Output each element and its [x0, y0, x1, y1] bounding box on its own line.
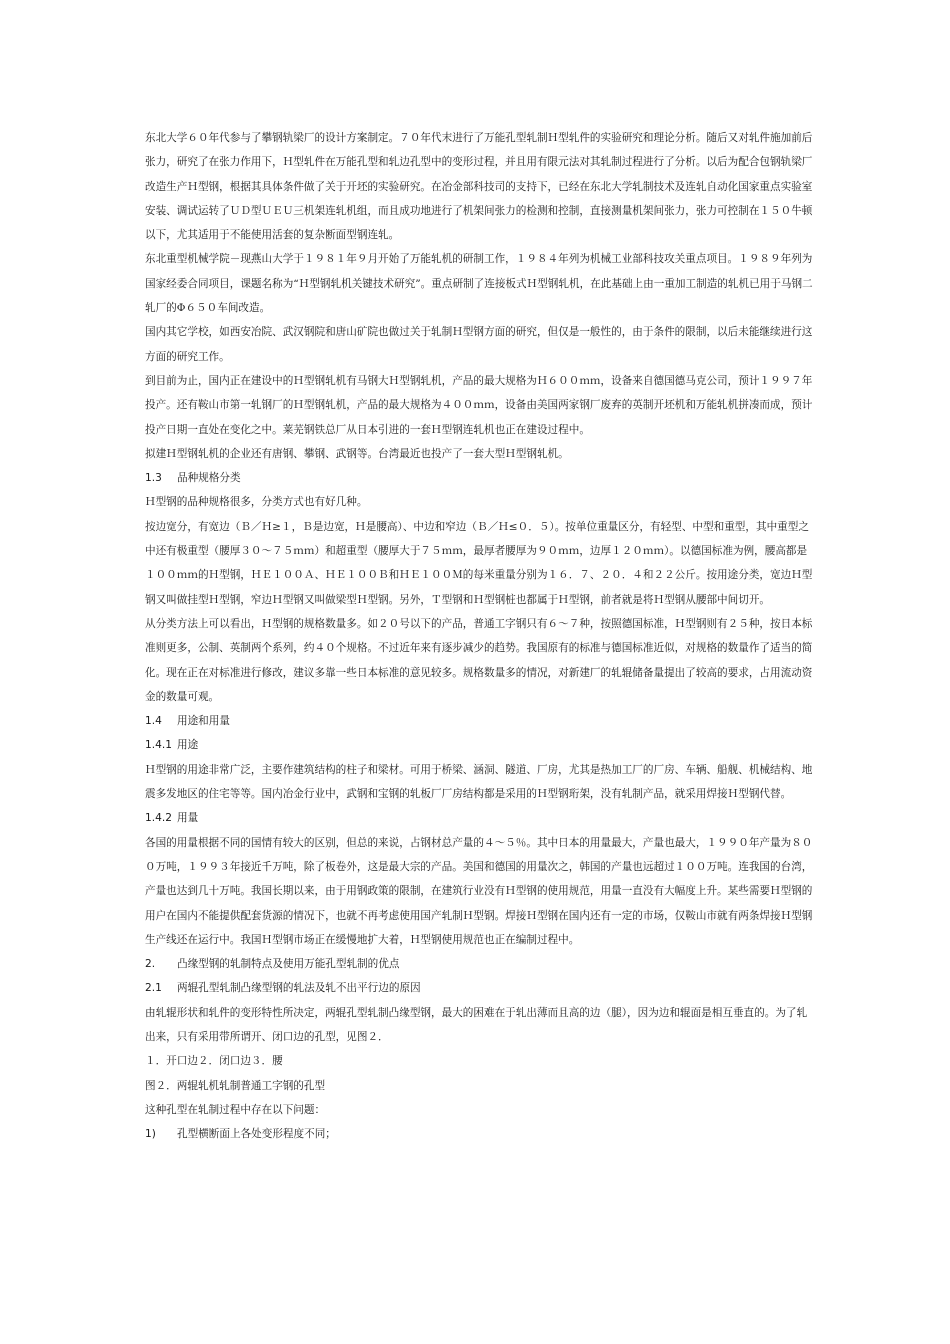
paragraph: Ｈ型钢的用途非常广泛，主要作建筑结构的柱子和梁材。可用于桥梁、涵洞、隧道、厂房，尤其是热加工厂的厂房、车辆、船舰、机械结构、地震多发地区的住宅等等。国内冶金行业中，武钢和宝钢的轧板厂厂房结构都是采用的Ｈ型钢珩架，没有轧制产品，就采用焊接Ｈ型钢代替。 [145, 763, 813, 801]
paragraph: 拟建Ｈ型钢轧机的企业还有唐钢、攀钢、武钢等。台湾最近也投产了一套大型Ｈ型钢轧机。 [145, 447, 569, 460]
section-title: 用途和用量 [177, 715, 230, 728]
section-title: 孔型横断面上各处变形程度不同； [177, 1128, 336, 1141]
document-body [145, 126, 813, 1146]
paragraph: 到目前为止，国内正在建设中的Ｈ型钢轧机有马钢大Ｈ型钢轧机，产品的最大规格为Ｈ６００ｍｍ，设备来自德国德马克公司，预计１９９７年投产。还有鞍山市第一轧钢厂的Ｈ型钢轧机，产品的最大规格为４００ｍｍ，设备由美国两家钢厂废弃的英制开坯机和万能轧机拼凑而成，预计投产日期一直处在变化之中。莱芜钢铁总厂从日本引进的一套Ｈ型钢连轧机也正在建设过程中。 [145, 374, 813, 436]
section-title: 用量 [177, 812, 199, 825]
section-number: 1.3 [145, 472, 162, 485]
section-number: 2. [145, 958, 156, 971]
paragraph: 东北大学６０年代参与了攀钢轨梁厂的设计方案制定。７０年代末进行了万能孔型轧制Ｈ型轧件的实验研究和理论分析。随后又对轧件施加前后张力，研究了在张力作用下，Ｈ型轧件在万能孔型和轧边孔型中的变形过程，并且用有限元法对其轧制过程进行了分析。以后为配合包钢轨梁厂改造生产Ｈ型钢，根据其具体条件做了关于开坯的实验研究。在冶金部科技司的支持下，已经在东北大学轧制技术及连轧自动化国家重点实验室安装、调试运转了ＵＤ型ＵＥＵ三机架连轧机组，而且成功地进行了机架间张力的检测和控制，直接测量机架间张力，张力可控制在１５０牛顿以下，尤其适用于不能使用活套的复杂断面型钢连轧。 [145, 132, 813, 242]
section-heading [145, 1122, 813, 1146]
section-heading [145, 466, 813, 490]
paragraph: 按边宽分，有宽边（Ｂ／Ｈ≥１，Ｂ是边宽，Ｈ是腰高）、中边和窄边（Ｂ／Ｈ≤０．５）。按单位重量区分，有轻型、中型和重型，其中重型之中还有极重型（腰厚３０～７５ｍｍ）和超重型（腰厚大于７５ｍｍ，最厚者腰厚为９０ｍｍ，边厚１２０ｍｍ）。以德国标准为例，腰高都是１００ｍｍ的Ｈ型钢，ＨＥ１００Ａ、ＨＥ１００Ｂ和ＨＥ１００Ｍ的每米重量分别为１６．７、２０．４和２２公斤。按用途分类，宽边Ｈ型钢又叫做挂型Ｈ型钢，窄边Ｈ型钢又叫做梁型Ｈ型钢。另外，Ｔ型钢和Ｈ型钢桩也都属于Ｈ型钢，前者就是将Ｈ型钢从腰部中间切开。 [145, 520, 813, 606]
section-number: 1.4.2 [145, 812, 172, 825]
section-heading [145, 952, 813, 976]
section-heading [145, 709, 813, 733]
section-title: 品种规格分类 [177, 472, 241, 485]
paragraph: Ｈ型钢的品种规格很多，分类方式也有好几种。 [145, 496, 368, 509]
paragraph: １．开口边２．闭口边３．腰 [145, 1055, 283, 1068]
paragraph: 从分类方法上可以看出，Ｈ型钢的规格数量多。如２０号以下的产品，普通工字钢只有６～７种，按照德国标准，Ｈ型钢则有２５种，按日本标准则更多，公制、英制两个系列，约４０个规格。不过近年来有逐步减少的趋势。我国原有的标准与德国标准近似，对规格的数量作了适当的简化。现在正在对标准进行修改，建议多靠一些日本标准的意见较多。规格数量多的情况，对新建厂的轧辊储备量提出了较高的要求，占用流动资金的数量可观。 [145, 617, 813, 703]
paragraph: 由轧辊形状和轧件的变形特性所决定，两辊孔型轧制凸缘型钢，最大的困难在于轧出薄而且高的边（腿），因为边和辊面是相互垂直的。为了轧出来，只有采用带所谓开、闭口边的孔型，见图２． [145, 1006, 808, 1043]
section-number: 1.4.1 [145, 739, 172, 752]
section-title: 凸缘型钢的轧制特点及使用万能孔型轧制的优点 [177, 958, 400, 971]
section-title: 两辊孔型轧制凸缘型钢的轧法及轧不出平行边的原因 [177, 982, 421, 995]
section-title: 用途 [177, 739, 199, 752]
section-heading [145, 806, 813, 830]
section-heading [145, 976, 813, 1000]
section-number: 2.1 [145, 982, 162, 995]
section-heading [145, 733, 813, 757]
paragraph: 这种孔型在轧制过程中存在以下问题： [145, 1103, 326, 1116]
paragraph: 各国的用量根据不同的国情有较大的区别，但总的来说，占钢材总产量的４～５％。其中日本的用量最大，产量也最大，１９９０年产量为８００万吨，１９９３年接近千万吨，除了板卷外，这是最大宗的产品。美国和德国的用量次之，韩国的产量也远超过１００万吨。连我国的台湾，产量也达到几十万吨。我国长期以来，由于用钢政策的限制，在建筑行业没有Ｈ型钢的使用规范，用量一直没有大幅度上升。某些需要Ｈ型钢的用户在国内不能提供配套货源的情况下，也就不再考虑使用国产轧制Ｈ型钢。焊接Ｈ型钢在国内还有一定的市场，仅鞍山市就有两条焊接Ｈ型钢生产线还在运行中。我国Ｈ型钢市场正在缓慢地扩大着，Ｈ型钢使用规范也正在编制过程中。 [145, 836, 813, 946]
section-number: 1) [145, 1128, 156, 1141]
paragraph: 东北重型机械学院－现燕山大学于１９８１年９月开始了万能轧机的研制工作，１９８４年列为机械工业部科技攻关重点项目。１９８９年列为国家经委合同项目，课题名称为“Ｈ型钢轧机关键技术研究”。重点研制了连接板式Ｈ型钢轧机，在此基础上由一重加工制造的轧机已用于马钢二轧厂的Φ６５０车间改造。 [145, 253, 813, 315]
paragraph: 图２．两辊轧机轧制普通工字钢的孔型 [145, 1079, 326, 1092]
paragraph: 国内其它学校，如西安冶院、武汉钢院和唐山矿院也做过关于轧制Ｈ型钢方面的研究，但仅是一般性的，由于条件的限制，以后未能继续进行这方面的研究工作。 [145, 326, 813, 363]
section-number: 1.4 [145, 715, 162, 728]
